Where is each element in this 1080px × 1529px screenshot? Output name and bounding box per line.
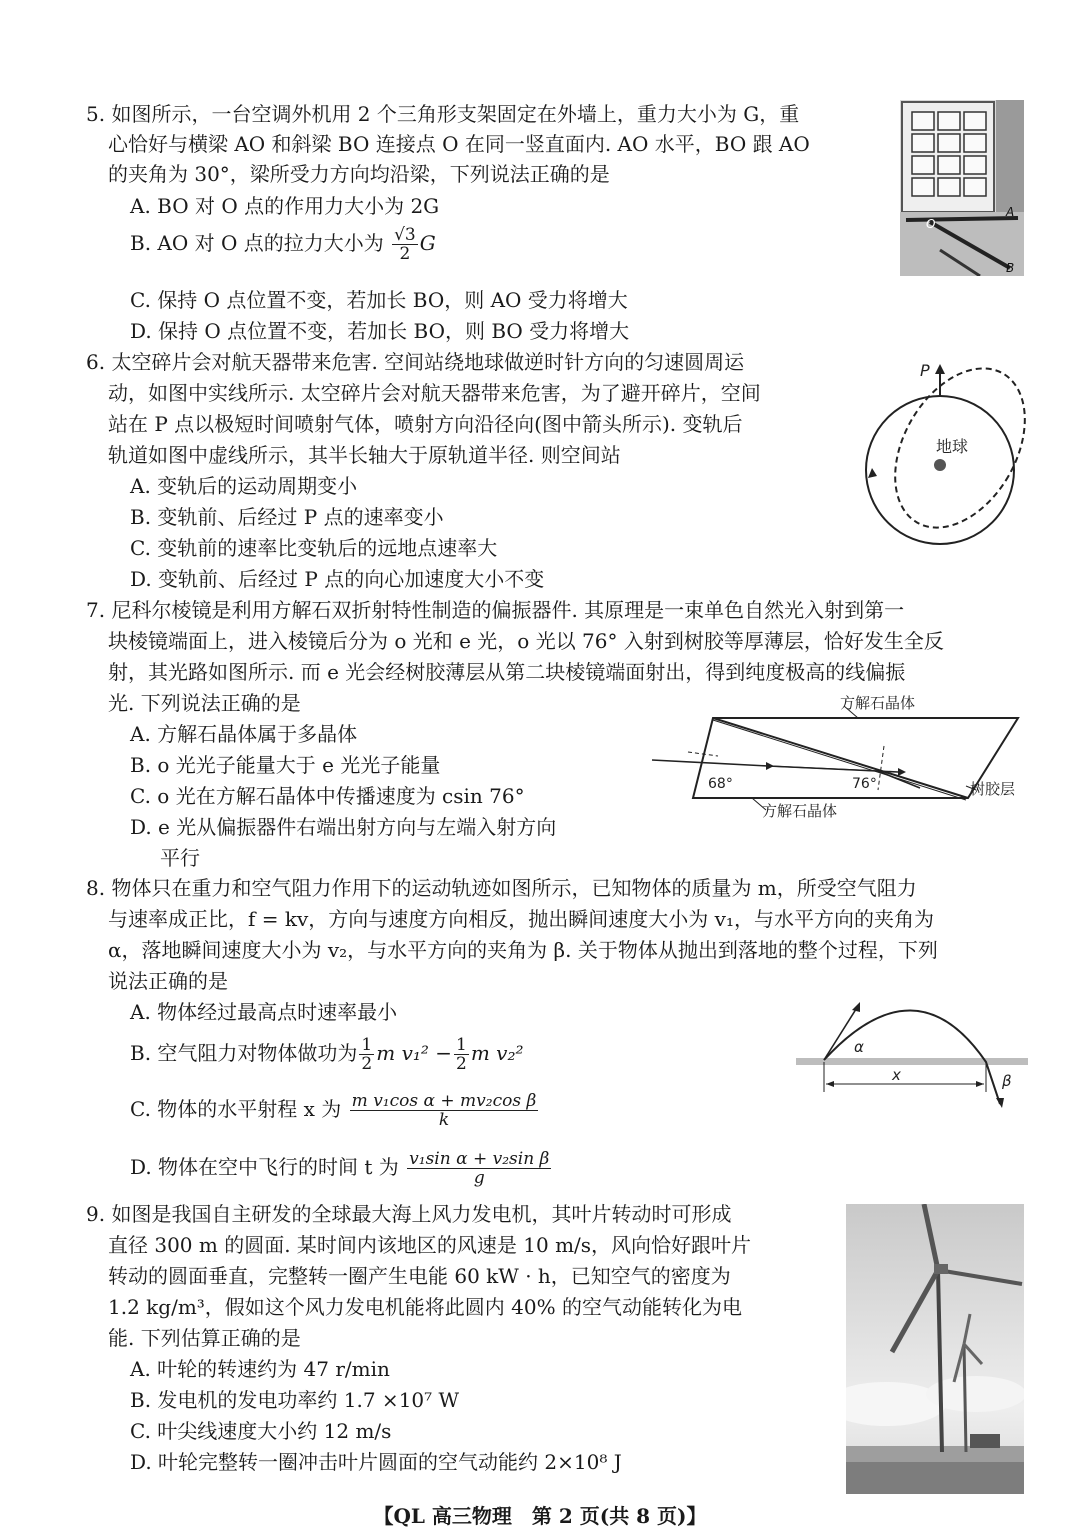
q9-line-2: 直径 300 m 的圆面. 某时间内该地区的风速是 10 m/s，风向恰好跟叶片 xyxy=(108,1233,752,1257)
q8-line-2: 与速率成正比，f = kv，方向与速度方向相反，抛出瞬间速度大小为 v₁，与水平方向的夹角为 xyxy=(108,907,934,931)
svg-text:O: O xyxy=(926,217,936,231)
q8-option-c: C. 物体的水平射程 x 为 $\frac{\text{m v₁cos α + mv₂cos β}}{k}$ xyxy=(130,1091,537,1130)
q9-line-4: 1.2 kg/m³，假如这个风力发电机能将此圆内 40% 的空气动能转化为电 xyxy=(108,1295,742,1319)
q6-option-a: A. 变轨后的运动周期变小 xyxy=(130,474,358,498)
svg-text:x: x xyxy=(892,1066,901,1084)
svg-text:方解石晶体: 方解石晶体 xyxy=(840,694,916,712)
svg-text:β: β xyxy=(1002,1072,1012,1090)
q5-line-2: 心恰好与横梁 AO 和斜梁 BO 连接点 O 在同一竖直面内. AO 水平，BO 跟 AO xyxy=(108,132,810,156)
q9-line-3: 转动的圆面垂直，完整转一圈产生电能 60 kW · h，已知空气的密度为 xyxy=(108,1264,731,1288)
svg-text:树胶层: 树胶层 xyxy=(970,780,1016,798)
q5-option-c: C. 保持 O 点位置不变，若加长 BO，则 AO 受力将增大 xyxy=(130,288,628,312)
q6-line-2: 动，如图中实线所示. 太空碎片会对航天器带来危害，为了避开碎片，空间 xyxy=(108,381,761,405)
q8-line-4: 说法正确的是 xyxy=(108,969,228,993)
q7-line-2: 块棱镜端面上，进入棱镜后分为 o 光和 e 光，o 光以 76° 入射到树胶等厚薄层，恰好发生全反 xyxy=(108,629,944,653)
q5-option-d: D. 保持 O 点位置不变，若加长 BO，则 BO 受力将增大 xyxy=(130,319,630,343)
q7-nicol-prism-diagram xyxy=(648,690,1028,820)
q8-line-1: 8. 物体只在重力和空气阻力作用下的运动轨迹如图所示，已知物体的质量为 m，所受空气阻力 xyxy=(86,876,917,900)
svg-text:方解石晶体: 方解石晶体 xyxy=(762,802,838,820)
q8-line-3: α，落地瞬间速度大小为 v₂，与水平方向的夹角为 β. 关于物体从抛出到落地的整个过程，下列 xyxy=(108,938,938,962)
q9-line-5: 能. 下列估算正确的是 xyxy=(108,1326,301,1350)
q6-option-c: C. 变轨前的速率比变轨后的远地点速率大 xyxy=(130,536,498,560)
page-footer: 【QL 高三物理 第 2 页(共 8 页)】 xyxy=(373,1504,707,1528)
q8-option-d: D. 物体在空中飞行的时间 t 为 $\frac{\text{v₁sin α + v₂sin β}}{g}$ xyxy=(130,1149,550,1188)
svg-text:A: A xyxy=(1006,205,1015,219)
q8-option-b: B. 空气阻力对物体做功为 $\frac{1}{2}$ m v₁² − $\frac{1}{2}$ m v₂² xyxy=(130,1035,524,1074)
svg-text:P: P xyxy=(920,361,930,380)
q7-line-3: 射，其光路如图所示. 而 e 光会经树胶薄层从第二块棱镜端面射出，得到纯度极高的线偏振 xyxy=(108,660,906,684)
q9-wind-turbine-photo xyxy=(846,1204,1024,1494)
q7-option-c: C. o 光在方解石晶体中传播速度为 csin 76° xyxy=(130,784,525,808)
q5-option-a: A. BO 对 O 点的作用力大小为 2G xyxy=(130,194,440,218)
q7-line-1: 7. 尼科尔棱镜是利用方解石双折射特性制造的偏振器件. 其原理是一束单色自然光入射到第一 xyxy=(86,598,905,622)
q9-option-d: D. 叶轮完整转一圈冲击叶片圆面的空气动能约 2×10⁸ J xyxy=(130,1450,622,1474)
q6-line-1: 6. 太空碎片会对航天器带来危害. 空间站绕地球做逆时针方向的匀速圆周运 xyxy=(86,350,745,374)
svg-text:68°: 68° xyxy=(708,776,733,792)
q6-option-d: D. 变轨前、后经过 P 点的向心加速度大小不变 xyxy=(130,567,545,591)
q6-line-4: 轨道如图中虚线所示，其半长轴大于原轨道半径. 则空间站 xyxy=(108,443,621,467)
q8-trajectory-diagram xyxy=(796,1000,1028,1112)
q5-line-3: 的夹角为 30°，梁所受力方向均沿梁，下列说法正确的是 xyxy=(108,162,610,186)
q9-line-1: 9. 如图是我国自主研发的全球最大海上风力发电机，其叶片转动时可形成 xyxy=(86,1202,732,1226)
q7-option-b: B. o 光光子能量大于 e 光光子能量 xyxy=(130,753,441,777)
q5-line-1: 5. 如图所示，一台空调外机用 2 个三角形支架固定在外墙上，重力大小为 G，重 xyxy=(86,102,800,126)
svg-text:76°: 76° xyxy=(852,776,877,792)
q7-option-d-line-2: 平行 xyxy=(160,846,200,870)
q7-option-d-line-1: D. e 光从偏振器件右端出射方向与左端入射方向 xyxy=(130,815,557,839)
q7-line-4: 光. 下列说法正确的是 xyxy=(108,691,301,715)
q5-option-b: B. AO 对 O 点的拉力大小为 $\frac{√3}{2}$ G xyxy=(130,225,436,264)
q6-line-3: 站在 P 点以极短时间喷射气体，喷射方向沿径向(图中箭头所示). 变轨后 xyxy=(108,412,743,436)
q6-orbit-diagram xyxy=(860,348,1040,570)
q5-ac-unit-photo xyxy=(900,100,1024,276)
svg-text:B: B xyxy=(1006,261,1015,275)
q9-option-b: B. 发电机的发电功率约 1.7 ×10⁷ W xyxy=(130,1388,460,1412)
q8-option-a: A. 物体经过最高点时速率最小 xyxy=(130,1000,398,1024)
svg-text:地球: 地球 xyxy=(936,437,969,456)
q9-option-c: C. 叶尖线速度大小约 12 m/s xyxy=(130,1419,392,1443)
q7-option-a: A. 方解石晶体属于多晶体 xyxy=(130,722,358,746)
q9-option-a: A. 叶轮的转速约为 47 r/min xyxy=(130,1357,390,1381)
q6-option-b: B. 变轨前、后经过 P 点的速率变小 xyxy=(130,505,444,529)
svg-text:α: α xyxy=(854,1038,864,1056)
